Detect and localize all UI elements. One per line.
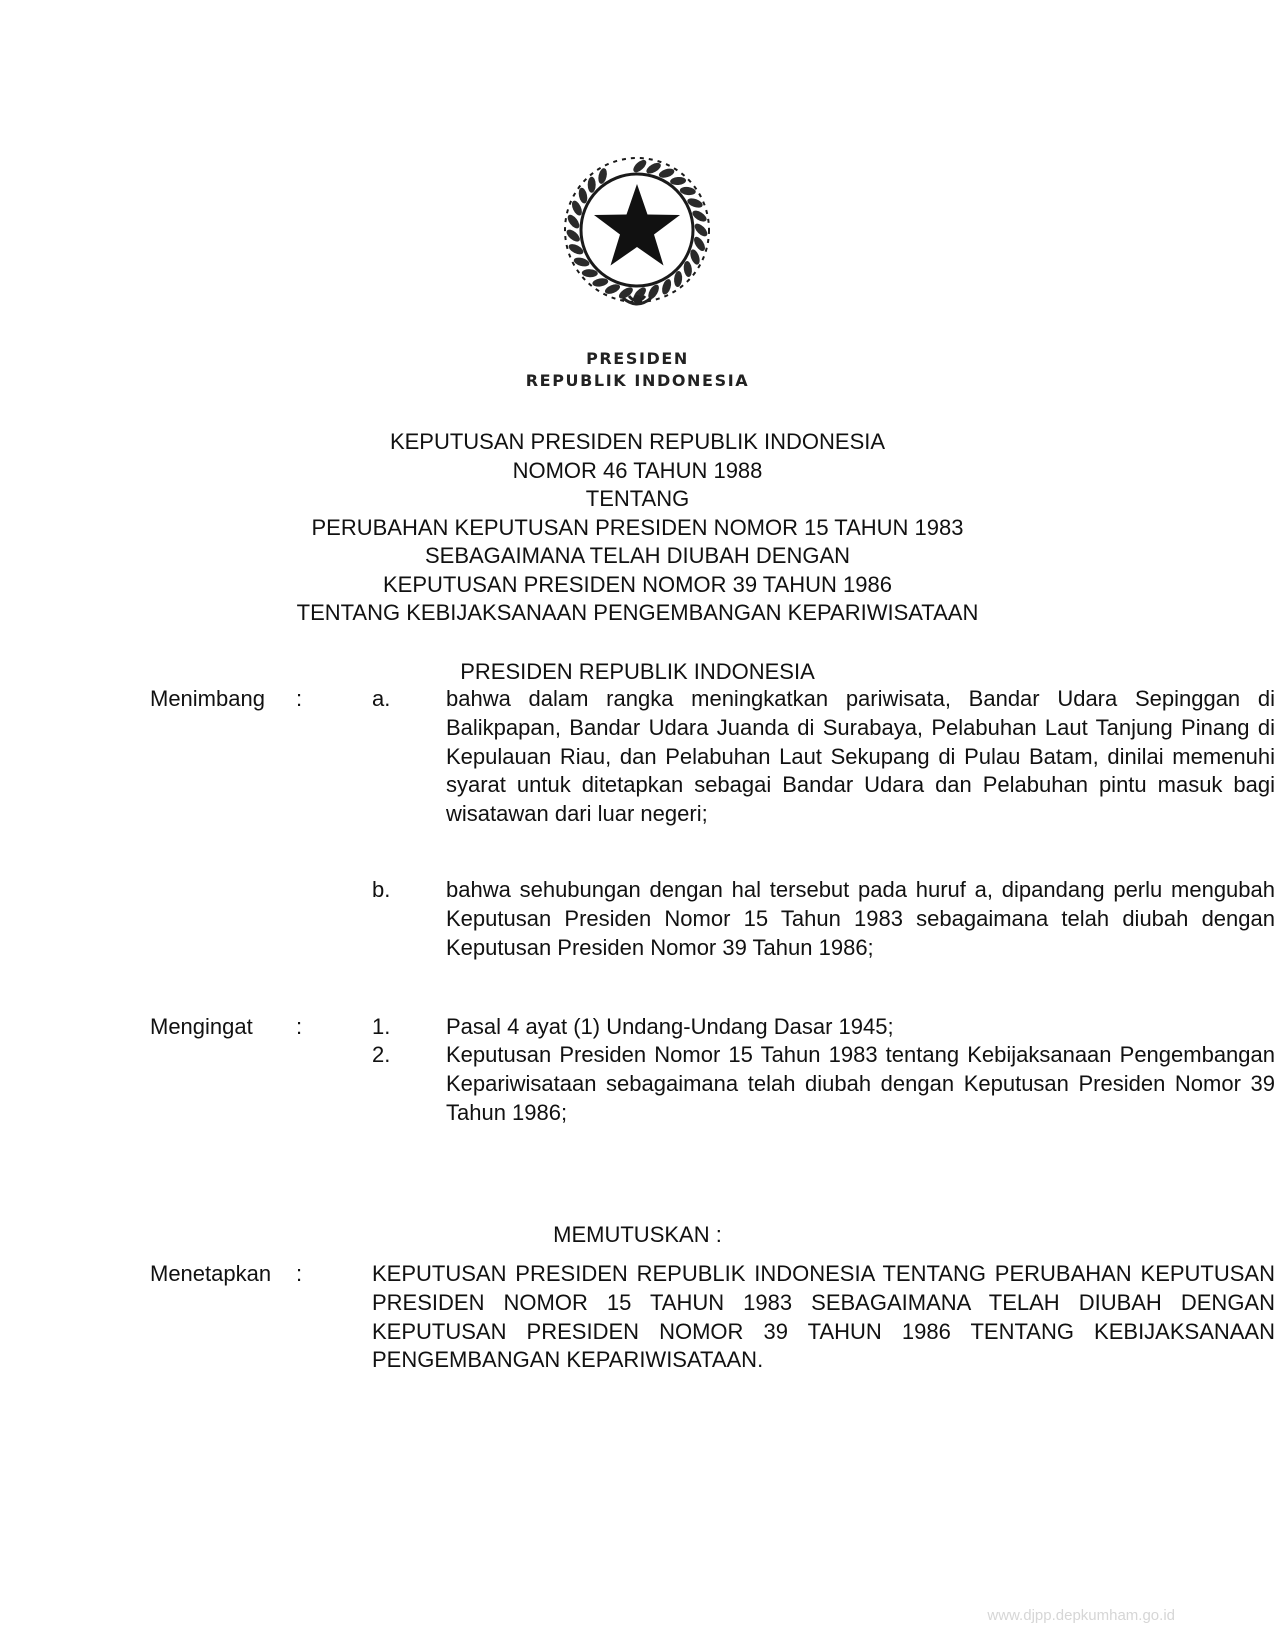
title-line: SEBAGAIMANA TELAH DIUBAH DENGAN — [424, 543, 851, 568]
menetapkan-colon: : — [296, 1261, 303, 1286]
clause-marker: a. — [372, 686, 391, 711]
wreath-leaf — [592, 277, 609, 288]
clause-text: bahwa dalam rangka meningkatkan pariwisata, Bandar Udara Sepinggan di Balikpapan, Bandar Udara Juanda di Surabaya, Pelabuhan Laut Tanjung Pinang di Kepulauan Riau, dan Pelabuhan Laut Sekupang di Pulau Batam, dinilai memenuhi syarat untuk ditetapkan sebagai Bandar Udara dan Pelabuhan pintu masuk bagi wisatawan dari luar negeri; — [446, 686, 1275, 827]
clause-text: bahwa sehubungan dengan hal tersebut pada huruf a, dipandang perlu mengubah Keputusan Presiden Nomor 15 Tahun 1983 sebagaimana telah diubah dengan Keputusan Presiden Nomor 39 Tahun 1986; — [446, 877, 1275, 960]
wreath-leaf — [693, 222, 710, 239]
clause-marker: 1. — [372, 1014, 391, 1039]
menimbang-label: Menimbang — [150, 686, 265, 711]
emblem-caption — [470, 348, 805, 392]
clause-text: Pasal 4 ayat (1) Undang-Undang Dasar 1945; — [446, 1014, 894, 1039]
memutuskan-heading: MEMUTUSKAN : — [553, 1222, 722, 1247]
emblem-caption-line-1: PRESIDEN — [586, 349, 689, 368]
title-line: KEPUTUSAN PRESIDEN REPUBLIK INDONESIA — [389, 429, 886, 454]
title-line: KEPUTUSAN PRESIDEN NOMOR 39 TAHUN 1986 — [383, 571, 892, 597]
title-line: NOMOR 46 TAHUN 1988 — [512, 457, 763, 483]
wreath-leaf — [565, 227, 582, 243]
emblem-icon — [553, 150, 721, 320]
wreath-leaf — [631, 158, 648, 175]
title-line: TENTANG KEBIJAKSANAAN PENGEMBANGAN KEPARIWISATAAN — [296, 600, 979, 625]
document-title — [150, 428, 1125, 628]
mengingat-colon: : — [296, 1014, 303, 1039]
clause-marker: 2. — [372, 1042, 391, 1067]
clause-text: Keputusan Presiden Nomor 15 Tahun 1983 tentang Kebijaksanaan Pengembangan Kepariwisataan sebagaimana telah diubah dengan Keputusan Presiden Nomor 39 Tahun 1986; — [446, 1042, 1275, 1125]
wreath-leaf — [577, 187, 588, 204]
title-line: TENTANG — [585, 486, 690, 511]
mengingat-label: Mengingat — [150, 1014, 253, 1039]
wreath-leaf — [670, 176, 687, 185]
wreath-leaf — [588, 177, 596, 193]
emblem-caption-line-2: REPUBLIK INDONESIA — [525, 371, 750, 390]
wreath-leaf — [582, 269, 598, 278]
title-line: PERUBAHAN KEPUTUSAN PRESIDEN NOMOR 15 TAHUN 1983 — [311, 514, 964, 540]
menetapkan-text: KEPUTUSAN PRESIDEN REPUBLIK INDONESIA TENTANG PERUBAHAN KEPUTUSAN PRESIDEN NOMOR 15 TAHUN 1983 SEBAGAIMANA TELAH DIUBAH DENGAN KEPUTUSAN PRESIDEN NOMOR 39 TAHUN 1986 TENTANG KEBIJAKSANAAN PENGEMBANGAN KEPARIWISATAAN. — [372, 1261, 1275, 1373]
watermark-text: www.djpp.depkumham.go.id — [987, 1607, 1175, 1624]
menetapkan-label: Menetapkan — [150, 1261, 272, 1286]
menimbang-colon: : — [296, 686, 303, 711]
clause-marker: b. — [372, 877, 391, 902]
issuer-heading: PRESIDEN REPUBLIK INDONESIA — [460, 659, 815, 684]
wreath-leaf — [683, 261, 693, 278]
